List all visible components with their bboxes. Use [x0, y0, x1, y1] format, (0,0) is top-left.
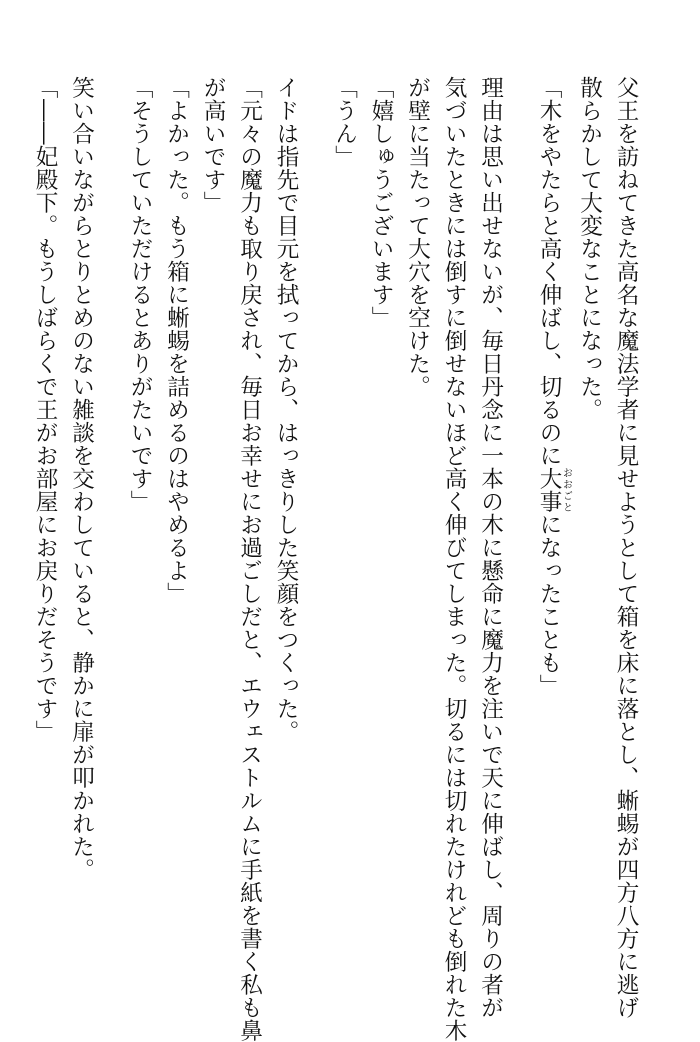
text-line-3: [531, 76, 572, 976]
ruby-base: 大事: [536, 467, 562, 513]
ruby-reading: おおごと: [560, 467, 572, 513]
text-line-13: 「そうしていただけるとありがたいです」: [127, 76, 153, 513]
text-line-11: が高いです」: [200, 76, 226, 214]
text-line-10: 「元々の魔力も取り戻され、毎日お幸せにお過ごしだと、エウェストルムに手紙を書く私も鼻: [236, 76, 263, 1042]
vertical-text-block: [0, 76, 666, 1042]
text-line-2: 散らかして大変なことになった。: [576, 76, 603, 421]
ruby-line-before: 「木をやたらと高く伸ばし、切るのに: [536, 76, 562, 467]
text-line-5: 気づいたときには倒すに倒せないほど高く伸びてしまった。切るには切れたけれども倒れた木: [441, 76, 467, 1042]
text-line-12: 「よかった。もう箱に蜥蜴を詰めるのはやめるよ」: [163, 76, 190, 605]
text-line-8: 「うん」: [331, 76, 358, 168]
ruby-line-after: になったことも」: [536, 513, 562, 697]
text-line-1: 父王を訪ねてきた高名な魔法学者に見せようとして箱を床に落とし、蜥蜴が四方八方に逃げ: [613, 76, 639, 1019]
ruby-word: [536, 467, 572, 513]
text-line-4: 理由は思い出せないが、毎日丹念に一本の木に懸命に魔力を注いで天に伸ばし、周りの者が: [477, 76, 504, 1019]
text-line-15: 「――妃殿下。もうしばらくで王がお部屋にお戻りだそうです」: [32, 76, 58, 743]
text-line-16: [0, 76, 27, 976]
text-line-14: 笑い合いながらとりとめのない雑談を交わしていると、静かに扉が叩かれた。: [68, 76, 95, 881]
text-line-9: イドは指先で目元を拭ってから、はっきりした笑顔をつくった。: [273, 76, 299, 743]
text-line-6: が壁に当たって大穴を空けた。: [404, 76, 431, 398]
text-line-7: 「嬉しゅうございます」: [368, 76, 394, 329]
